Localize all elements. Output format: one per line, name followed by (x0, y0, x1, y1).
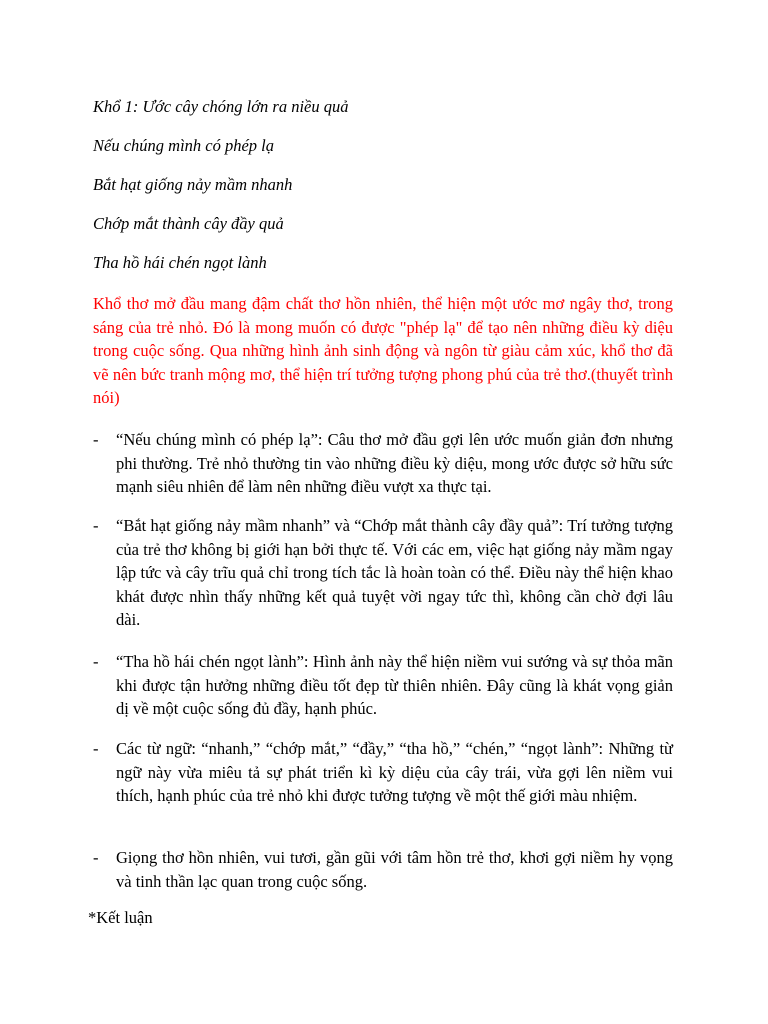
analysis-bullet-5 (93, 846, 673, 893)
bullet-marker: - (93, 739, 99, 758)
bullet-marker: - (93, 516, 99, 535)
bullet-text: “Bắt hạt giống nảy mầm nhanh” và “Chớp mắt thành cây đầy quả”: Trí tưởng tượng của trẻ thơ không bị giới hạn bởi thực tế. Với các em, việc hạt giống nảy mầm ngay lập tức và cây trĩu quả chỉ trong tích tắc là hoàn toàn có thể. Điều này thể hiện khao khát được nhìn thấy những kết quả tuyệt vời ngay tức thì, không cần chờ đợi lâu dài. (116, 516, 673, 629)
analysis-bullet-4 (93, 737, 673, 808)
poem-line-3: Chớp mắt thành cây đầy quả (93, 214, 284, 233)
summary-paragraph: Khổ thơ mở đầu mang đậm chất thơ hồn nhiên, thể hiện một ước mơ ngây thơ, trong sáng của trẻ nhỏ. Đó là mong muốn có được "phép lạ" để tạo nên những điều kỳ diệu trong cuộc sống. Qua những hình ảnh sinh động và ngôn từ giàu cảm xúc, khổ thơ đã vẽ nên bức tranh mộng mơ, thể hiện trí tưởng tượng phong phú của trẻ thơ.(thuyết trình nói) (93, 294, 673, 407)
bullet-text: “Nếu chúng mình có phép lạ”: Câu thơ mở đầu gợi lên ước muốn giản đơn nhưng phi thường. Trẻ nhỏ thường tin vào những điều kỳ diệu, mong ước được sở hữu sức mạnh siêu nhiên để làm nên những điều vượt xa thực tại. (116, 430, 673, 496)
bullet-text: Giọng thơ hồn nhiên, vui tươi, gần gũi với tâm hồn trẻ thơ, khơi gợi niềm hy vọng và tinh thần lạc quan trong cuộc sống. (116, 848, 673, 891)
analysis-bullet-3 (93, 650, 673, 721)
analysis-bullet-1 (93, 428, 673, 499)
poem-stanza-title: Khổ 1: Ước cây chóng lớn ra niều quả (93, 97, 349, 116)
conclusion-heading: *Kết luận (88, 908, 153, 927)
poem-line-2: Bắt hạt giống nảy mầm nhanh (93, 175, 293, 194)
bullet-text: “Tha hồ hái chén ngọt lành”: Hình ảnh này thể hiện niềm vui sướng và sự thỏa mãn khi được tận hưởng những điều tốt đẹp từ thiên nhiên. Đây cũng là khát vọng giản dị về một cuộc sống đủ đầy, hạnh phúc. (116, 652, 673, 718)
bullet-marker: - (93, 848, 99, 867)
poem-line-1: Nếu chúng mình có phép lạ (93, 136, 275, 155)
bullet-text: Các từ ngữ: “nhanh,” “chớp mắt,” “đầy,” “tha hồ,” “chén,” “ngọt lành”: Những từ ngữ này vừa miêu tả sự phát triển kì kỳ diệu của cây trái, vừa gợi lên niềm vui thích, hạnh phúc của trẻ nhỏ khi được tưởng tượng về một thế giới màu nhiệm. (116, 739, 673, 805)
bullet-marker: - (93, 430, 99, 449)
analysis-bullet-2 (93, 514, 673, 632)
bullet-marker: - (93, 652, 99, 671)
poem-line-4: Tha hồ hái chén ngọt lành (93, 253, 267, 272)
